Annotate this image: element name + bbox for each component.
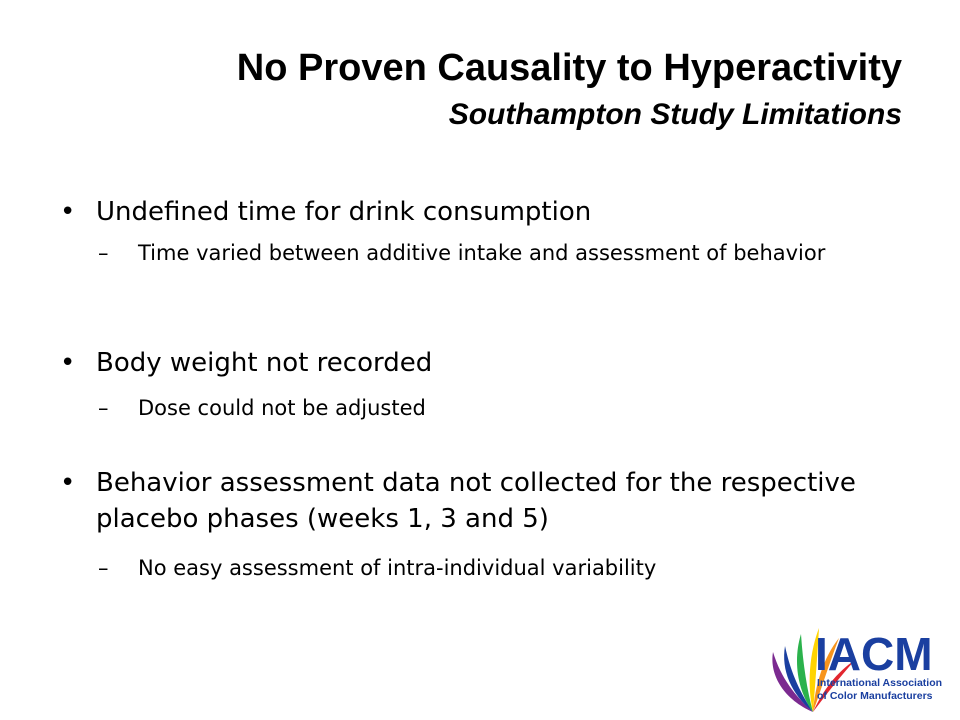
iacm-logo (755, 620, 951, 716)
logo-acronym: IACM (815, 628, 933, 680)
sub-bullet-marker: – (98, 556, 109, 580)
bullet-text: Body weight not recorded (96, 348, 433, 378)
sub-bullet-text: Dose could not be adjusted (138, 396, 426, 420)
logo-tagline-2: of Color Manufacturers (817, 690, 933, 702)
sub-bullet-text: Time varied between additive intake and assessment of behavior (138, 241, 826, 265)
iacm-logo-graphic (755, 620, 951, 716)
bullet-text: Behavior assessment data not collected for the respective placebo phases (weeks 1, 3 and 5) (96, 468, 856, 534)
slide-title: No Proven Causality to Hyperactivity (236, 47, 902, 89)
sub-bullet-marker: – (98, 241, 109, 265)
bullet-marker: • (60, 348, 76, 378)
sub-bullet-text: No easy assessment of intra-individual variability (138, 556, 657, 580)
bullet-text: Undefined time for drink consumption (96, 197, 592, 227)
logo-tagline-1: International Association (817, 677, 943, 689)
bullet-marker: • (60, 197, 76, 227)
sub-bullet-marker: – (98, 396, 109, 420)
bullet-marker: • (60, 468, 76, 498)
slide-subtitle: Southampton Study Limitations (448, 98, 902, 131)
